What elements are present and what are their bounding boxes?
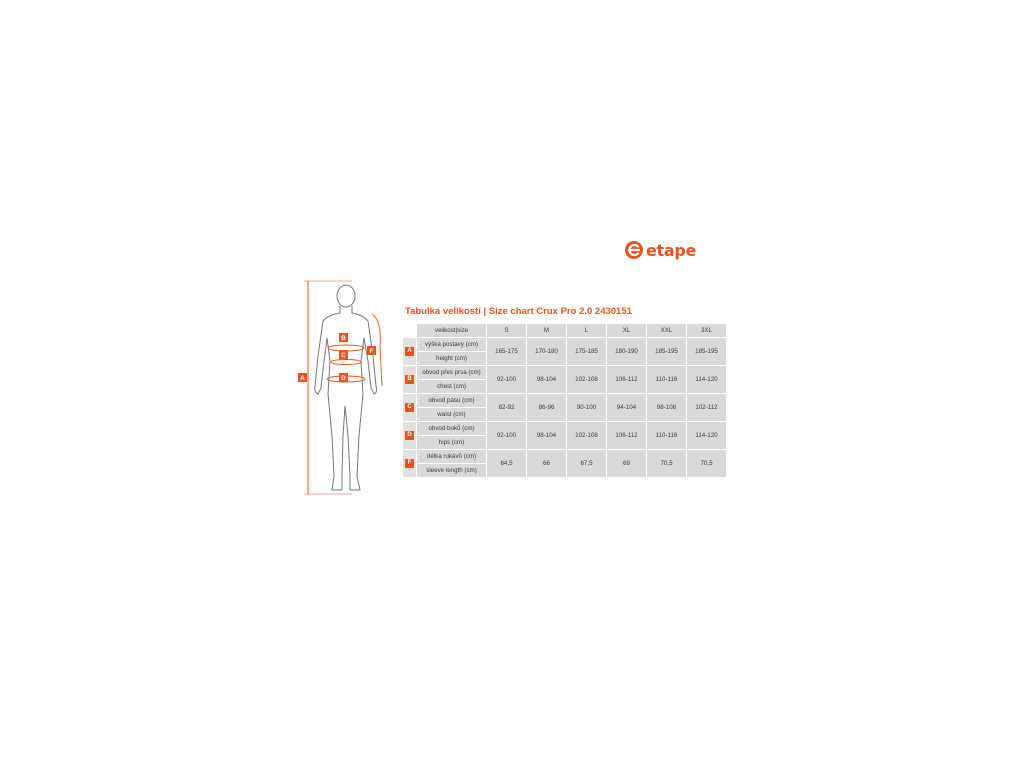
row-badge: B bbox=[405, 375, 414, 384]
logo-text: etape bbox=[646, 241, 697, 260]
size-table bbox=[402, 323, 727, 478]
row-label-en: waist (cm) bbox=[417, 408, 486, 421]
table-cell: 94-104 bbox=[607, 394, 646, 421]
row-label-en: height (cm) bbox=[417, 352, 486, 365]
table-cell: 114-120 bbox=[687, 422, 726, 449]
table-cell: 165-175 bbox=[487, 338, 526, 365]
table-cell: 90-100 bbox=[567, 394, 606, 421]
table-row bbox=[403, 422, 726, 435]
row-letter bbox=[403, 450, 416, 477]
row-label-cz: obvod pasu (cm) bbox=[417, 394, 486, 407]
row-letter bbox=[403, 422, 416, 449]
table-cell: 67,5 bbox=[567, 450, 606, 477]
figure-label-a: A bbox=[300, 375, 305, 382]
table-cell: 70,5 bbox=[647, 450, 686, 477]
table-cell: 185-195 bbox=[687, 338, 726, 365]
table-cell: 102-112 bbox=[687, 394, 726, 421]
table-cell: 69 bbox=[607, 450, 646, 477]
row-badge: C bbox=[405, 403, 414, 412]
table-cell: 64,5 bbox=[487, 450, 526, 477]
row-label-en: chest (cm) bbox=[417, 380, 486, 393]
table-cell: 102-108 bbox=[567, 422, 606, 449]
table-cell: 106-112 bbox=[607, 366, 646, 393]
table-cell: 92-100 bbox=[487, 422, 526, 449]
figure-label-b: B bbox=[341, 335, 346, 342]
row-letter bbox=[403, 394, 416, 421]
row-badge: D bbox=[405, 431, 414, 440]
row-badge: F bbox=[405, 459, 414, 468]
row-label-cz: délka rukávů (cm) bbox=[417, 450, 486, 463]
table-row bbox=[403, 394, 726, 407]
row-letter bbox=[403, 366, 416, 393]
table-cell: 70,5 bbox=[687, 450, 726, 477]
header-size: S bbox=[487, 324, 526, 337]
table-cell: 82-92 bbox=[487, 394, 526, 421]
table-cell: 170-180 bbox=[527, 338, 566, 365]
table-row bbox=[403, 366, 726, 379]
table-cell: 110-116 bbox=[647, 366, 686, 393]
table-cell: 110-116 bbox=[647, 422, 686, 449]
row-label-en: hips (cm) bbox=[417, 436, 486, 449]
figure-label-d: D bbox=[341, 375, 346, 382]
table-row bbox=[403, 450, 726, 463]
table-cell: 98-104 bbox=[527, 366, 566, 393]
row-label-cz: výška postavy (cm) bbox=[417, 338, 486, 351]
figure-label-f: F bbox=[369, 348, 374, 355]
table-cell: 180-190 bbox=[607, 338, 646, 365]
table-cell: 185-195 bbox=[647, 338, 686, 365]
header-size: L bbox=[567, 324, 606, 337]
table-cell: 175-185 bbox=[567, 338, 606, 365]
row-label-cz: obvod boků (cm) bbox=[417, 422, 486, 435]
table-cell: 98-108 bbox=[647, 394, 686, 421]
table-cell: 106-112 bbox=[607, 422, 646, 449]
header-size: XL bbox=[607, 324, 646, 337]
header-size: M bbox=[527, 324, 566, 337]
body-measurement-figure bbox=[290, 276, 400, 506]
header-size-label: velikost|size bbox=[417, 324, 486, 337]
table-cell: 86-96 bbox=[527, 394, 566, 421]
table-cell: 98-104 bbox=[527, 422, 566, 449]
table-header-row bbox=[403, 324, 726, 337]
row-badge: A bbox=[405, 347, 414, 356]
table-cell: 66 bbox=[527, 450, 566, 477]
table-row bbox=[403, 338, 726, 351]
header-spacer bbox=[403, 324, 416, 337]
table-cell: 92-100 bbox=[487, 366, 526, 393]
row-label-cz: obvod přes prsa (cm) bbox=[417, 366, 486, 379]
table-cell: 102-108 bbox=[567, 366, 606, 393]
size-chart-title: Tabulka velikostí | Size chart Crux Pro 2.0 2430151 bbox=[405, 306, 632, 317]
figure-label-c: C bbox=[341, 352, 346, 359]
row-letter bbox=[403, 338, 416, 365]
header-size: 3XL bbox=[687, 324, 726, 337]
row-label-en: sleeve length (cm) bbox=[417, 464, 486, 477]
header-size: XXL bbox=[647, 324, 686, 337]
table-cell: 114-120 bbox=[687, 366, 726, 393]
